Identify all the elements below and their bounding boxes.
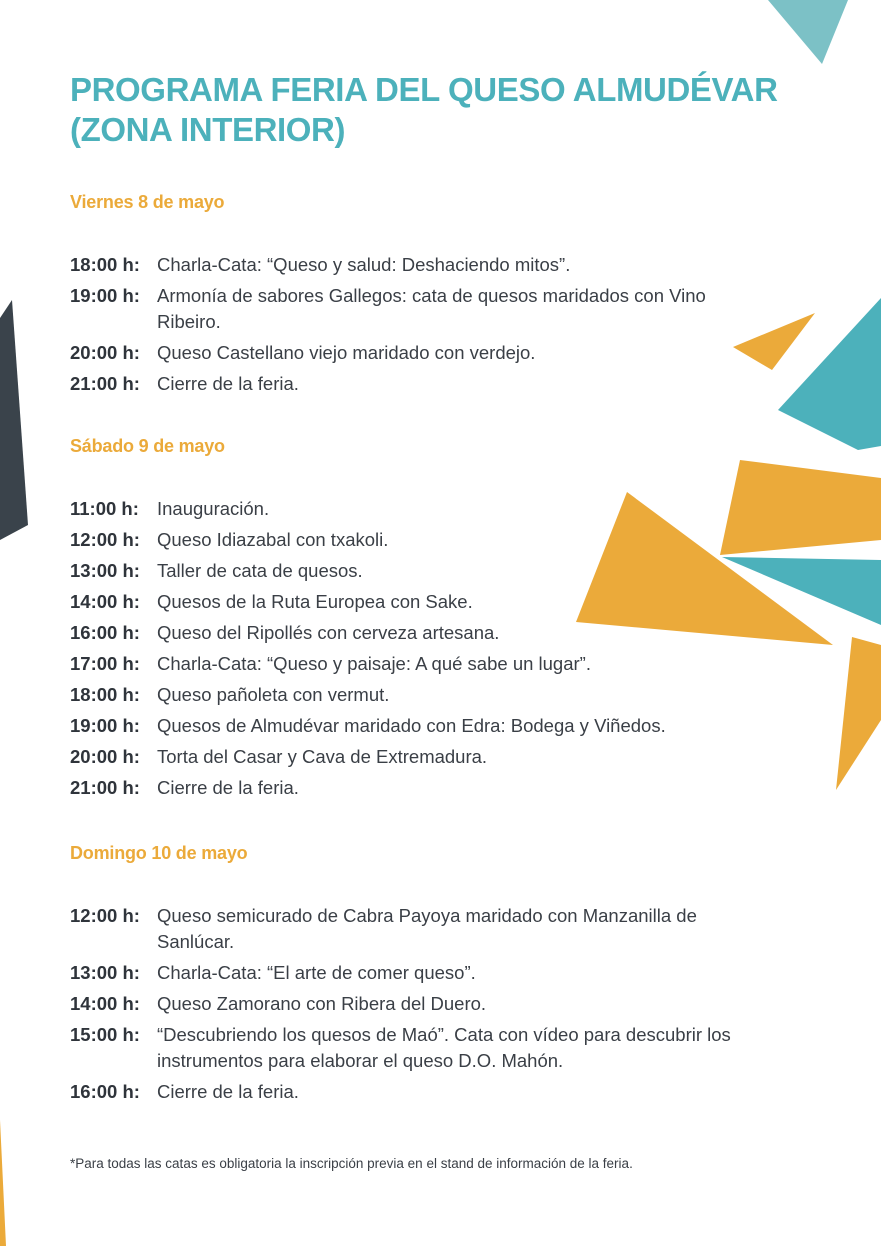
schedule-row	[70, 558, 747, 584]
event-text: Torta del Casar y Cava de Extremadura.	[157, 746, 488, 767]
schedule-row	[70, 371, 747, 397]
teal-triangle-right	[778, 298, 881, 450]
event-text: Charla-Cata: “Queso y paisaje: A qué sabe un lugar”.	[157, 653, 591, 674]
event-text: Inauguración.	[157, 498, 270, 519]
schedule-row	[70, 991, 747, 1017]
event-text: Queso Zamorano con Ribera del Duero.	[157, 993, 487, 1014]
schedule-row	[70, 1022, 747, 1074]
footnote: *Para todas las catas es obligatoria la inscripción previa en el stand de información de la feria.	[70, 1156, 633, 1171]
schedule-row	[70, 283, 747, 335]
event-text: Taller de cata de quesos.	[157, 560, 363, 581]
title-line-1: PROGRAMA FERIA DEL QUESO ALMUDÉVAR	[70, 71, 778, 108]
schedule-row	[70, 589, 747, 615]
event-text: Queso Castellano viejo maridado con verdejo.	[157, 342, 536, 363]
event-time: 16:00 h:	[70, 1081, 140, 1102]
event-text: Queso pañoleta con vermut.	[157, 684, 390, 705]
event-text: Queso del Ripollés con cerveza artesana.	[157, 622, 500, 643]
event-text: Charla-Cata: “El arte de comer queso”.	[157, 962, 476, 983]
schedule-sabado	[70, 496, 747, 806]
schedule-row	[70, 903, 747, 955]
title-line-2: (ZONA INTERIOR)	[70, 111, 346, 148]
event-text: Charla-Cata: “Queso y salud: Deshaciendo mitos”.	[157, 254, 571, 275]
event-time: 12:00 h:	[70, 905, 140, 926]
event-time: 16:00 h:	[70, 622, 140, 643]
event-time: 21:00 h:	[70, 373, 140, 394]
event-time: 19:00 h:	[70, 285, 140, 306]
schedule-row	[70, 744, 747, 770]
schedule-domingo	[70, 903, 747, 1110]
schedule-row	[70, 340, 747, 366]
schedule-row	[70, 496, 747, 522]
event-time: 13:00 h:	[70, 962, 140, 983]
schedule-row	[70, 1079, 747, 1105]
event-time: 11:00 h:	[70, 498, 139, 519]
event-text: Queso semicurado de Cabra Payoya maridado con Manzanilla de Sanlúcar.	[157, 905, 697, 952]
event-time: 15:00 h:	[70, 1024, 140, 1045]
event-text: Cierre de la feria.	[157, 1081, 299, 1102]
schedule-row	[70, 960, 747, 986]
schedule-row	[70, 620, 747, 646]
event-time: 20:00 h:	[70, 342, 140, 363]
event-text: Cierre de la feria.	[157, 373, 299, 394]
event-text: “Descubriendo los quesos de Maó”. Cata con vídeo para descubrir los instrumentos para elaborar el queso D.O. Mahón.	[157, 1024, 731, 1071]
event-time: 20:00 h:	[70, 746, 140, 767]
schedule-viernes	[70, 252, 747, 402]
schedule-row	[70, 651, 747, 677]
teal-triangle-top	[768, 0, 848, 64]
event-time: 17:00 h:	[70, 653, 140, 674]
event-text: Quesos de Almudévar maridado con Edra: Bodega y Viñedos.	[157, 715, 666, 736]
event-text: Armonía de sabores Gallegos: cata de quesos maridados con Vino Ribeiro.	[157, 285, 706, 332]
day-heading-domingo: Domingo 10 de mayo	[70, 843, 248, 863]
event-text: Quesos de la Ruta Europea con Sake.	[157, 591, 473, 612]
event-time: 21:00 h:	[70, 777, 140, 798]
event-text: Queso Idiazabal con txakoli.	[157, 529, 389, 550]
schedule-row	[70, 682, 747, 708]
page-title	[70, 70, 830, 150]
event-time: 14:00 h:	[70, 591, 140, 612]
event-time: 13:00 h:	[70, 560, 140, 581]
event-time: 12:00 h:	[70, 529, 140, 550]
orange-sliver-left	[0, 1120, 6, 1246]
schedule-row	[70, 713, 747, 739]
day-heading-sabado: Sábado 9 de mayo	[70, 436, 225, 456]
slate-shape-left	[0, 300, 28, 540]
event-time: 14:00 h:	[70, 993, 140, 1014]
schedule-row	[70, 775, 747, 801]
event-text: Cierre de la feria.	[157, 777, 299, 798]
orange-triangle-bottom	[836, 637, 881, 790]
day-heading-viernes: Viernes 8 de mayo	[70, 192, 225, 212]
event-time: 19:00 h:	[70, 715, 140, 736]
event-time: 18:00 h:	[70, 684, 140, 705]
schedule-row	[70, 252, 747, 278]
schedule-row	[70, 527, 747, 553]
event-time: 18:00 h:	[70, 254, 140, 275]
